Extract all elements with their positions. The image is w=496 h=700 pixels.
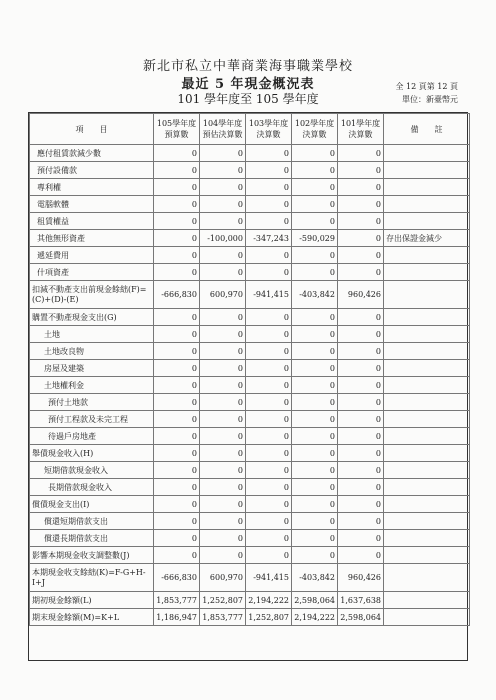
page-number: 全 12 頁第 12 頁 — [395, 82, 458, 91]
row-value: 0 — [292, 479, 338, 496]
row-label: 長期借款現金收入 — [30, 479, 154, 496]
row-value: 0 — [200, 360, 246, 377]
row-value: 0 — [200, 513, 246, 530]
row-note — [384, 394, 470, 411]
table-row — [30, 530, 470, 547]
table-row — [30, 609, 470, 626]
table-row — [30, 411, 470, 428]
table-row — [30, 162, 470, 179]
row-value: 0 — [154, 145, 200, 162]
row-value: 0 — [292, 411, 338, 428]
row-value: 1,637,638 — [338, 592, 384, 609]
row-value: 0 — [246, 264, 292, 281]
row-value: -590,029 — [292, 230, 338, 247]
col-note: 備 註 — [384, 114, 470, 145]
row-value: 600,970 — [200, 281, 246, 309]
row-label: 償還長期借款支出 — [30, 530, 154, 547]
row-value: 0 — [338, 496, 384, 513]
row-value: 0 — [200, 309, 246, 326]
report-title: 最近 5 年現金概況表 — [181, 77, 315, 92]
table-row — [30, 309, 470, 326]
col-item: 項 目 — [30, 114, 154, 145]
row-value: -403,842 — [292, 564, 338, 592]
row-value: -941,415 — [246, 281, 292, 309]
row-value: 0 — [292, 530, 338, 547]
row-value: 0 — [154, 411, 200, 428]
row-label: 期末現金餘額(M)=K+L — [30, 609, 154, 626]
col-104: 104學年度預估決算數 — [200, 114, 246, 145]
table-row — [30, 428, 470, 445]
row-value: 0 — [246, 428, 292, 445]
row-value: 2,194,222 — [292, 609, 338, 626]
row-value: -941,415 — [246, 564, 292, 592]
row-label: 其他無形資產 — [30, 230, 154, 247]
row-value: -403,842 — [292, 281, 338, 309]
row-value: 0 — [338, 360, 384, 377]
row-note — [384, 213, 470, 230]
row-note — [384, 377, 470, 394]
col-105: 105學年度預算數 — [154, 114, 200, 145]
row-note — [384, 592, 470, 609]
row-value: 0 — [200, 213, 246, 230]
table-row — [30, 179, 470, 196]
row-label: 什項資產 — [30, 264, 154, 281]
row-value: 0 — [200, 445, 246, 462]
row-value: 0 — [154, 530, 200, 547]
row-label: 專利權 — [30, 179, 154, 196]
row-value: 0 — [338, 145, 384, 162]
row-value: 0 — [154, 230, 200, 247]
row-label: 土地權利金 — [30, 377, 154, 394]
page-info — [395, 80, 458, 106]
row-note — [384, 247, 470, 264]
row-label: 預付土地款 — [30, 394, 154, 411]
row-value: 0 — [200, 179, 246, 196]
row-value: 0 — [246, 145, 292, 162]
row-label: 償債現金支出(I) — [30, 496, 154, 513]
row-value: 0 — [338, 326, 384, 343]
row-note — [384, 479, 470, 496]
row-label: 電腦軟體 — [30, 196, 154, 213]
row-value: 0 — [338, 513, 384, 530]
row-note — [384, 145, 470, 162]
row-value: 0 — [338, 394, 384, 411]
row-value: -347,243 — [246, 230, 292, 247]
row-value: 0 — [292, 496, 338, 513]
row-value: 0 — [200, 377, 246, 394]
row-note: 存出保證金減少 — [384, 230, 470, 247]
row-value: 0 — [246, 462, 292, 479]
row-value: 0 — [200, 411, 246, 428]
row-value: 0 — [200, 428, 246, 445]
col-102: 102學年度決算數 — [292, 114, 338, 145]
row-value: 0 — [292, 326, 338, 343]
row-value: 0 — [200, 343, 246, 360]
report-period: 101 學年度至 105 學年度 — [177, 92, 319, 106]
row-note — [384, 179, 470, 196]
table-row — [30, 445, 470, 462]
row-value: 0 — [246, 213, 292, 230]
row-label: 期初現金餘額(L) — [30, 592, 154, 609]
row-value: 0 — [200, 247, 246, 264]
row-value: 960,426 — [338, 281, 384, 309]
col-101: 101學年度決算數 — [338, 114, 384, 145]
row-value: 0 — [200, 162, 246, 179]
row-value: 0 — [292, 428, 338, 445]
row-value: 0 — [154, 213, 200, 230]
row-value: 0 — [292, 145, 338, 162]
row-label: 預付工程款及未完工程 — [30, 411, 154, 428]
row-value: 0 — [200, 530, 246, 547]
row-value: 0 — [154, 394, 200, 411]
row-value: 0 — [292, 394, 338, 411]
row-value: 2,194,222 — [246, 592, 292, 609]
row-value: 0 — [154, 462, 200, 479]
row-value: 0 — [338, 196, 384, 213]
row-value: 0 — [154, 162, 200, 179]
table-row — [30, 496, 470, 513]
table-row — [30, 462, 470, 479]
row-label: 舉債現金收入(H) — [30, 445, 154, 462]
row-note — [384, 530, 470, 547]
row-note — [384, 445, 470, 462]
row-value: 0 — [292, 513, 338, 530]
row-label: 本期現金收支餘絀(K)=F-G+H-I+J — [30, 564, 154, 592]
row-value: 0 — [338, 230, 384, 247]
row-value: 0 — [246, 513, 292, 530]
row-value: 0 — [246, 547, 292, 564]
table-row — [30, 592, 470, 609]
row-value: 0 — [200, 547, 246, 564]
cash-table-frame — [28, 112, 468, 661]
row-value: 0 — [292, 264, 338, 281]
row-value: 0 — [338, 428, 384, 445]
row-value: 0 — [154, 247, 200, 264]
row-value: 0 — [154, 309, 200, 326]
row-note — [384, 428, 470, 445]
row-value: 0 — [246, 360, 292, 377]
row-value: 0 — [154, 179, 200, 196]
row-value: 0 — [246, 247, 292, 264]
row-value: 0 — [246, 496, 292, 513]
row-label: 償還短期借款支出 — [30, 513, 154, 530]
row-label: 短期借款現金收入 — [30, 462, 154, 479]
row-value: -666,830 — [154, 564, 200, 592]
row-value: 0 — [338, 530, 384, 547]
row-value: 0 — [154, 196, 200, 213]
row-value: 0 — [338, 462, 384, 479]
table-row — [30, 145, 470, 162]
col-103: 103學年度決算數 — [246, 114, 292, 145]
cash-summary-table — [29, 113, 470, 626]
table-row — [30, 247, 470, 264]
row-value: -666,830 — [154, 281, 200, 309]
row-value: 0 — [200, 462, 246, 479]
row-value: 0 — [246, 343, 292, 360]
row-value: 0 — [292, 309, 338, 326]
row-value: 0 — [200, 394, 246, 411]
row-label: 購置不動產現金支出(G) — [30, 309, 154, 326]
row-value: 0 — [246, 479, 292, 496]
row-label: 遞延費用 — [30, 247, 154, 264]
row-value: 0 — [154, 360, 200, 377]
row-value: 2,598,064 — [292, 592, 338, 609]
row-note — [384, 462, 470, 479]
row-value: 0 — [292, 343, 338, 360]
table-row — [30, 513, 470, 530]
row-note — [384, 609, 470, 626]
table-row — [30, 281, 470, 309]
row-value: 0 — [338, 264, 384, 281]
row-value: 0 — [292, 360, 338, 377]
row-value: 960,426 — [338, 564, 384, 592]
row-value: 0 — [154, 547, 200, 564]
row-note — [384, 264, 470, 281]
row-value: 0 — [338, 343, 384, 360]
currency-unit: 單位：新臺幣元 — [402, 95, 458, 104]
row-value: 0 — [200, 145, 246, 162]
table-row — [30, 264, 470, 281]
row-value: 1,186,947 — [154, 609, 200, 626]
row-value: 0 — [292, 445, 338, 462]
table-row — [30, 394, 470, 411]
row-label: 土地改良物 — [30, 343, 154, 360]
row-value: 0 — [292, 462, 338, 479]
row-label: 預付設備款 — [30, 162, 154, 179]
row-value: 0 — [338, 309, 384, 326]
row-note — [384, 547, 470, 564]
table-row — [30, 547, 470, 564]
row-value: 0 — [246, 162, 292, 179]
row-value: 0 — [154, 343, 200, 360]
row-value: 1,853,777 — [200, 609, 246, 626]
row-value: 2,598,064 — [338, 609, 384, 626]
table-row — [30, 377, 470, 394]
row-note — [384, 411, 470, 428]
row-value: 0 — [154, 264, 200, 281]
table-row — [30, 479, 470, 496]
row-value: 1,252,807 — [246, 609, 292, 626]
table-row — [30, 343, 470, 360]
row-value: 0 — [246, 530, 292, 547]
school-name: 新北市私立中華商業海事職業學校 — [142, 59, 353, 74]
row-value: 1,252,807 — [200, 592, 246, 609]
table-row — [30, 213, 470, 230]
row-label: 房屋及建築 — [30, 360, 154, 377]
row-value: 0 — [338, 247, 384, 264]
row-label: 應付租賃款減少數 — [30, 145, 154, 162]
row-value: 0 — [292, 377, 338, 394]
row-note — [384, 326, 470, 343]
row-value: 0 — [338, 445, 384, 462]
row-value: 0 — [338, 479, 384, 496]
row-value: 0 — [154, 513, 200, 530]
table-row — [30, 360, 470, 377]
row-value: 0 — [338, 411, 384, 428]
table-row — [30, 326, 470, 343]
row-note — [384, 162, 470, 179]
row-label: 影響本期現金收支調整數(J) — [30, 547, 154, 564]
row-label: 土地 — [30, 326, 154, 343]
row-value: 0 — [200, 479, 246, 496]
row-value: 0 — [246, 377, 292, 394]
row-value: -100,000 — [200, 230, 246, 247]
row-value: 0 — [154, 326, 200, 343]
row-note — [384, 309, 470, 326]
row-value: 0 — [338, 162, 384, 179]
row-value: 0 — [154, 377, 200, 394]
row-value: 0 — [246, 394, 292, 411]
row-value: 0 — [292, 247, 338, 264]
row-label: 租賃權益 — [30, 213, 154, 230]
row-note — [384, 343, 470, 360]
row-value: 0 — [246, 411, 292, 428]
row-value: 0 — [200, 496, 246, 513]
row-value: 0 — [338, 179, 384, 196]
row-value: 0 — [292, 213, 338, 230]
row-label: 待過戶房地產 — [30, 428, 154, 445]
row-value: 0 — [246, 326, 292, 343]
header-row — [30, 114, 470, 145]
row-value: 0 — [154, 479, 200, 496]
row-value: 0 — [154, 428, 200, 445]
row-value: 0 — [292, 547, 338, 564]
row-value: 0 — [246, 179, 292, 196]
row-value: 0 — [338, 377, 384, 394]
row-value: 0 — [338, 547, 384, 564]
row-note — [384, 360, 470, 377]
row-value: 0 — [200, 196, 246, 213]
row-value: 600,970 — [200, 564, 246, 592]
row-note — [384, 564, 470, 592]
row-note — [384, 281, 470, 309]
row-value: 0 — [200, 264, 246, 281]
row-value: 0 — [292, 179, 338, 196]
row-value: 0 — [154, 496, 200, 513]
row-value: 0 — [292, 196, 338, 213]
table-row — [30, 230, 470, 247]
table-row — [30, 564, 470, 592]
row-note — [384, 496, 470, 513]
table-row — [30, 196, 470, 213]
row-value: 0 — [246, 445, 292, 462]
row-value: 0 — [200, 326, 246, 343]
row-label: 扣減不動產支出前現金餘絀(F)=(C)+(D)-(E) — [30, 281, 154, 309]
row-value: 0 — [246, 309, 292, 326]
row-value: 0 — [338, 213, 384, 230]
row-note — [384, 196, 470, 213]
row-value: 0 — [292, 162, 338, 179]
row-value: 0 — [154, 445, 200, 462]
table-body — [30, 145, 470, 626]
row-value: 0 — [246, 196, 292, 213]
row-value: 1,853,777 — [154, 592, 200, 609]
row-note — [384, 513, 470, 530]
